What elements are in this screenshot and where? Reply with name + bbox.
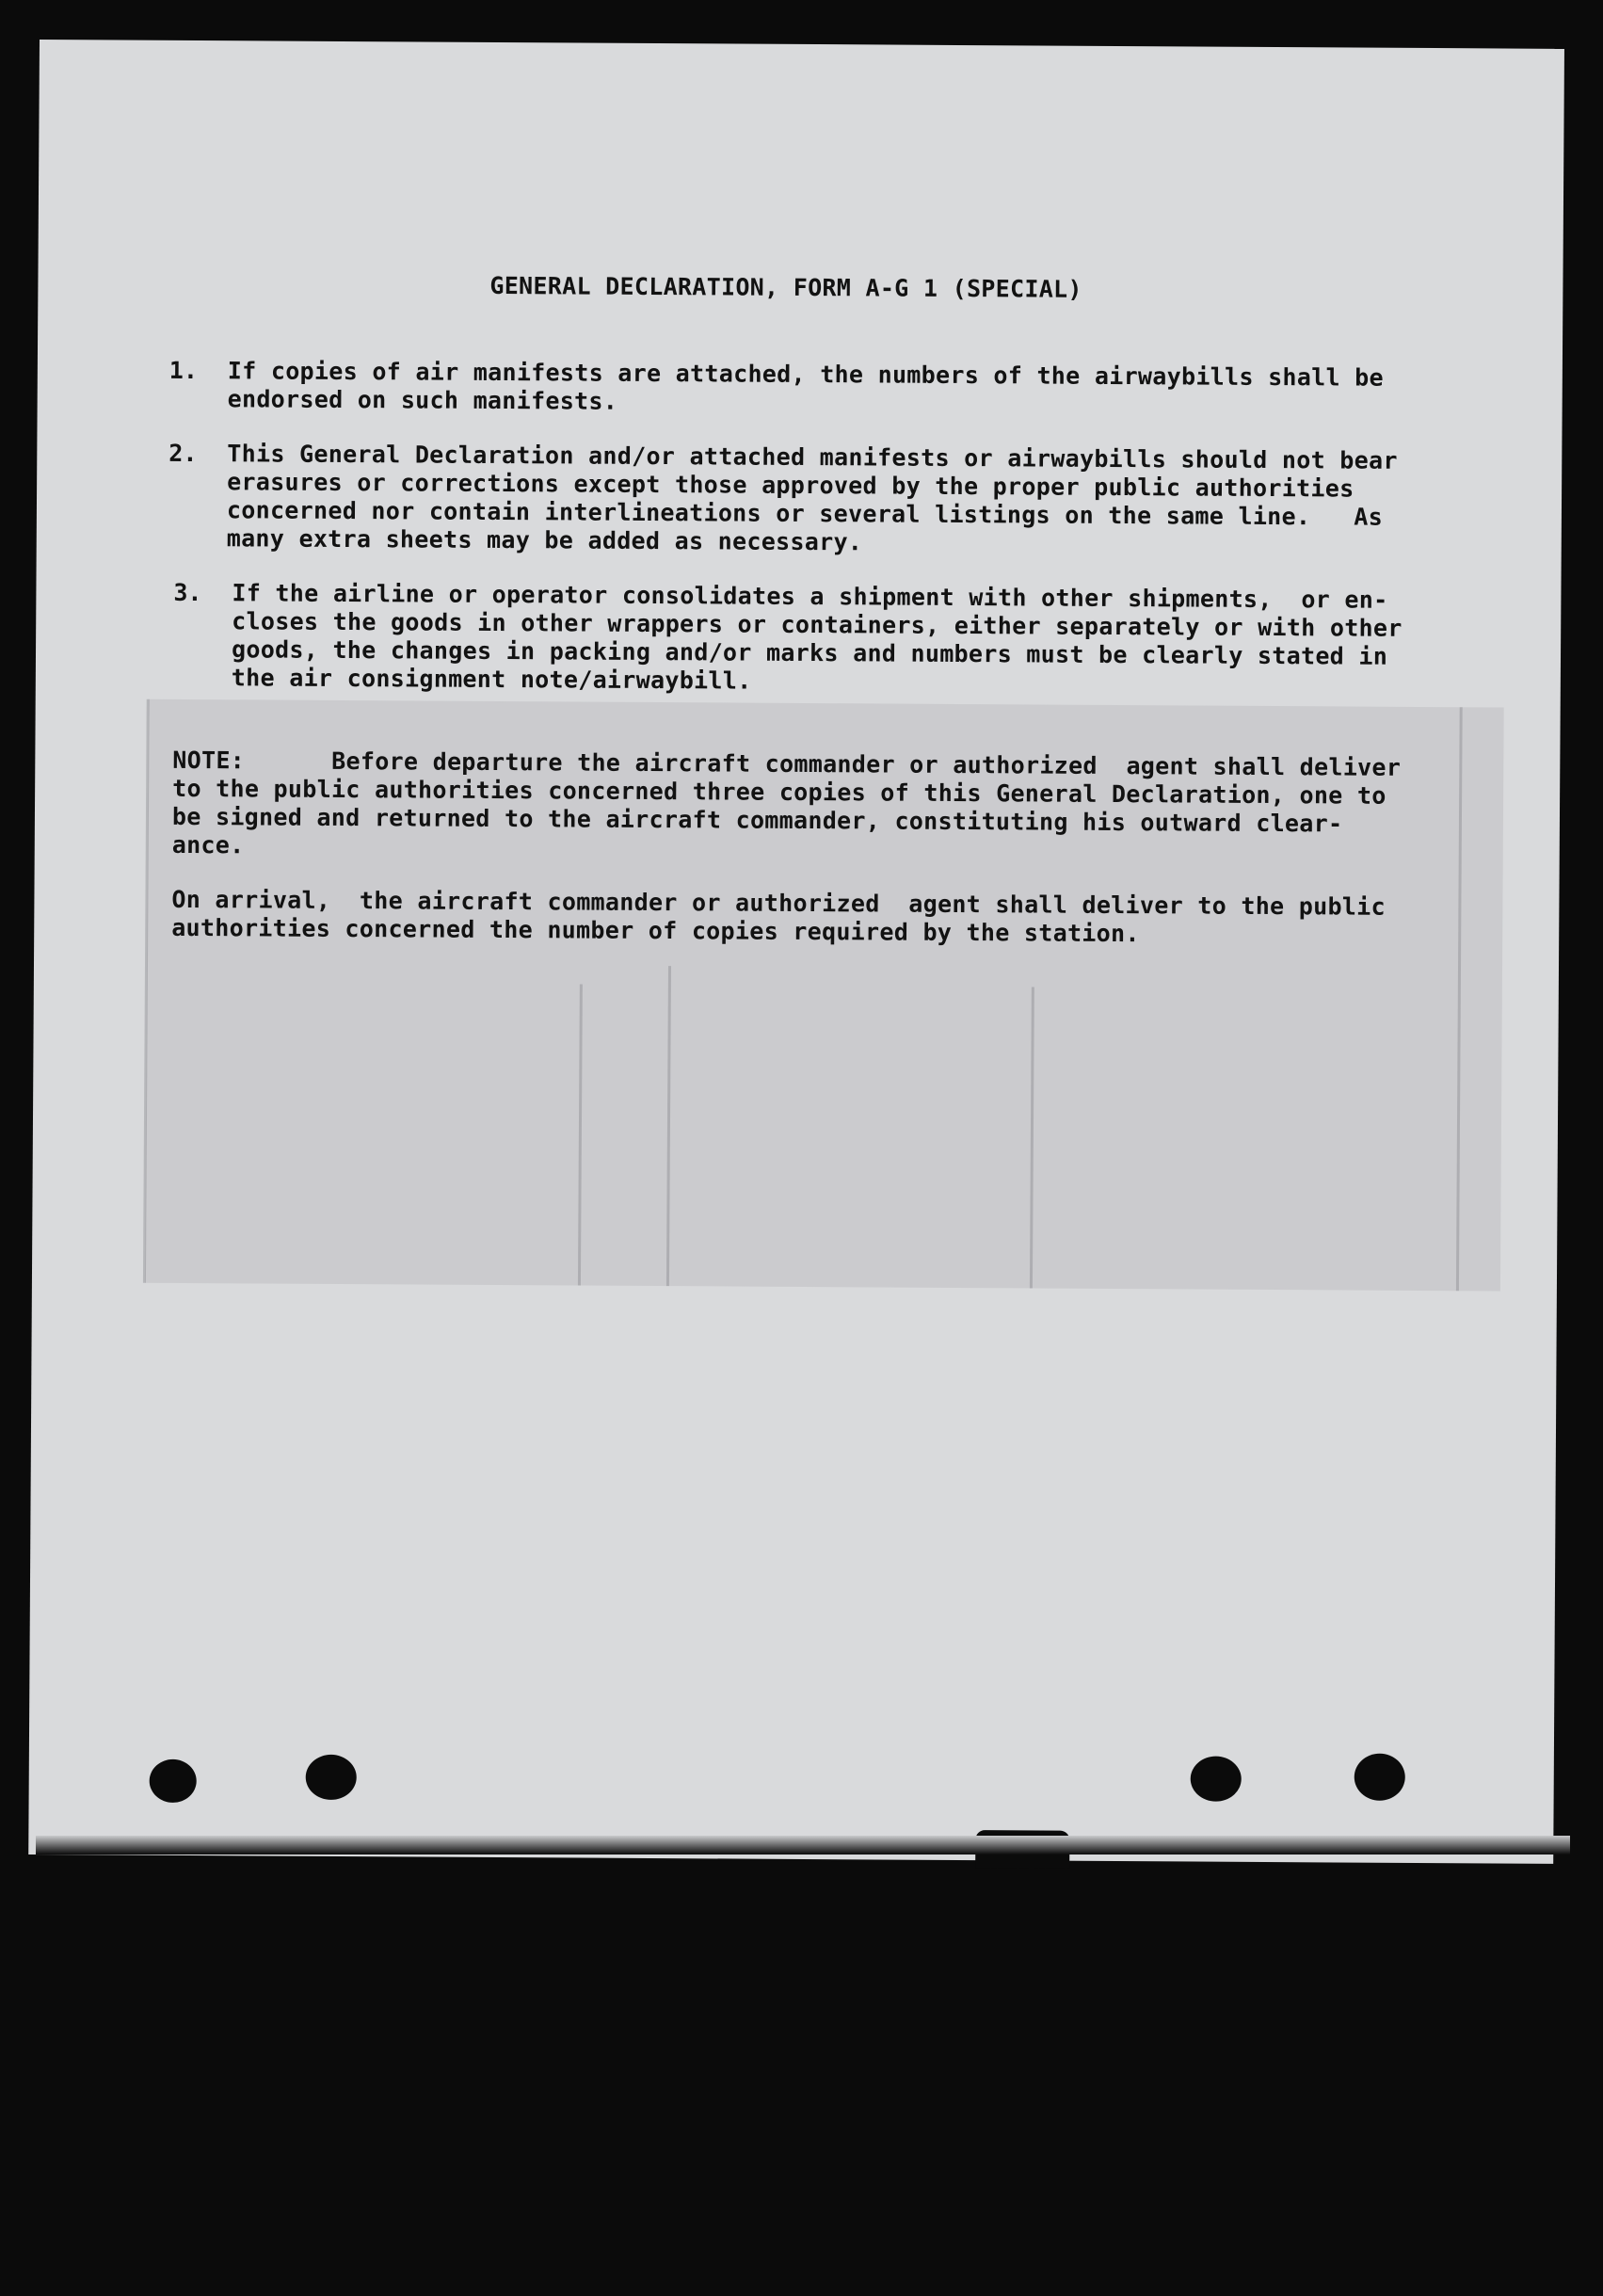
punch-hole (1355, 1754, 1405, 1801)
item-3-line: the air consignment note/airwaybill. (231, 664, 752, 695)
document-page (28, 40, 1564, 1864)
item-2-line: erasures or corrections except those approved by the proper public authorities (227, 468, 1355, 503)
punch-hole (1191, 1757, 1242, 1802)
arrival-line: authorities concerned the number of copies required by the station. (171, 913, 1140, 948)
item-1-line: endorsed on such manifests. (227, 385, 618, 415)
item-3-line: If the airline or operator consolidates a shipment with other shipments, or en- (232, 579, 1388, 614)
item-3-line: goods, the changes in packing and/or marks and numbers must be clearly stated in (231, 635, 1388, 670)
page-title: GENERAL DECLARATION, FORM A-G 1 (SPECIAL) (489, 271, 1082, 303)
page-edge-shadow (36, 1836, 1570, 1854)
item-2-line: many extra sheets may be added as necessary. (226, 524, 863, 556)
note-line: NOTE: Before departure the aircraft commander or authorized agent shall deliver (172, 746, 1402, 781)
note-line: to the public authorities concerned three copies of this General Declaration, one to (172, 774, 1387, 810)
note-line: be signed and returned to the aircraft commander, constituting his outward clear- (171, 802, 1343, 838)
punch-hole (306, 1755, 357, 1800)
punch-hole (150, 1759, 197, 1803)
note-line: ance. (171, 830, 245, 859)
item-3-line: closes the goods in other wrappers or containers, either separately or with other (232, 607, 1403, 642)
item-number: 3. (173, 578, 202, 607)
item-number: 2. (168, 439, 198, 468)
item-number: 1. (168, 356, 199, 385)
item-1-line: If copies of air manifests are attached, the numbers of the airwaybills shall be (227, 357, 1385, 392)
arrival-line: On arrival, the aircraft commander or authorized agent shall deliver to the public (171, 885, 1387, 921)
item-2-line: This General Declaration and/or attached manifests or airwaybills should not bear (227, 440, 1398, 474)
item-2-line: concerned nor contain interlineations or several listings on the same line. As (226, 496, 1384, 531)
